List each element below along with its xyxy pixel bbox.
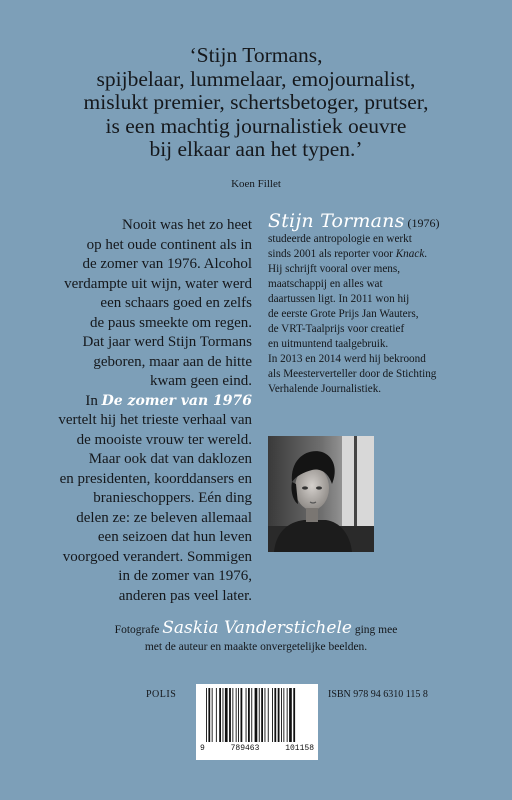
- barcode-bar: [232, 688, 233, 742]
- bio-line: studeerde antropologie en werkt: [268, 233, 412, 245]
- blurb-line: Maar ook dat van daklozen: [88, 451, 252, 467]
- quote-line: bij elkaar aan het typen.’: [149, 137, 363, 161]
- barcode-bar: [225, 688, 228, 742]
- bio-line: Verhalende Journalistiek.: [268, 383, 382, 395]
- barcode-bar: [278, 688, 280, 742]
- blurb-line: anderen pas veel later.: [118, 587, 252, 604]
- author-bio: [268, 210, 478, 397]
- barcode-bar: [289, 688, 292, 742]
- barcode-bar: [219, 688, 221, 742]
- photo-credit: [0, 620, 512, 656]
- blurb-line: in de zomer van 1976,: [118, 568, 252, 584]
- bio-heading: [268, 210, 478, 232]
- bio-line: maatschappij en alles wat: [268, 278, 383, 290]
- publisher-name: POLIS: [146, 689, 177, 700]
- barcode-bar: [216, 688, 217, 742]
- isbn: ISBN 978 94 6310 115 8: [328, 689, 428, 700]
- bio-line-prefix: sinds 2001 als reporter voor: [268, 248, 396, 260]
- bio-line: In 2013 en 2014 werd hij bekroond: [268, 353, 426, 365]
- blurb-line: geboren, maar aan de hitte: [93, 353, 252, 370]
- credit-suffix: ging mee: [351, 624, 398, 636]
- blurb-line: delen ze: ze beleven allemaal: [76, 509, 252, 526]
- barcode-digit-left: 9: [200, 744, 205, 753]
- barcode-bar: [229, 688, 231, 742]
- author-year: (1976): [404, 216, 440, 230]
- blurb-line: Dat jaar werd Stijn Tormans: [82, 334, 252, 350]
- barcode-bar: [248, 688, 250, 742]
- barcode-bar: [293, 688, 295, 742]
- blurb-line: en presidenten, koorddansers en: [59, 470, 252, 487]
- bio-line: Hij schrijft vooral over mens,: [268, 263, 401, 275]
- credit-line-2: met de auteur en maakte onvergetelijke beelden.: [144, 641, 368, 653]
- barcode-bar: [259, 688, 260, 742]
- blurb-line: voorgoed verandert. Sommigen: [62, 548, 252, 565]
- blurb: [56, 216, 252, 606]
- bio-line: daartussen ligt. In 2011 won hij: [268, 293, 410, 305]
- author-photo: [268, 436, 374, 552]
- barcode-digits-mid: 789463: [230, 744, 260, 753]
- barcode-bar: [261, 688, 263, 742]
- blurb-line: een seizoen dat hun leven: [97, 529, 252, 545]
- blurb-line: branieschoppers. Eén ding: [93, 490, 252, 506]
- blurb-line: op het oude continent als in: [86, 236, 252, 253]
- quote: [0, 44, 512, 162]
- author-name: Stijn Tormans: [268, 210, 405, 232]
- blurb-line: kwam geen eind.: [149, 373, 252, 389]
- blurb-line: een schaars goed en zelfs: [100, 295, 252, 311]
- quote-line: spijbelaar, lummelaar, emojournalist,: [96, 66, 416, 91]
- quote-author: Koen Fillet: [231, 178, 281, 190]
- barcode-digits: [200, 744, 314, 753]
- barcode-bar: [208, 688, 210, 742]
- barcode-bar: [251, 688, 252, 742]
- barcode-bars: [204, 688, 310, 744]
- photographer-name: Saskia Vanderstichele: [162, 618, 352, 638]
- quote-line: mislukt premier, schertsbetoger, prutser,: [83, 90, 429, 114]
- barcode-bar: [281, 688, 282, 742]
- bio-line: de eerste Grote Prijs Jan Wauters,: [268, 308, 419, 320]
- blurb-line: de mooiste vrouw ter wereld.: [76, 431, 252, 448]
- barcode-bar: [238, 688, 239, 742]
- bio-line: de VRT-Taalprijs voor creatief: [268, 323, 405, 335]
- credit-prefix: Fotografe: [114, 624, 163, 636]
- barcode-bar: [283, 688, 284, 742]
- barcode-bar: [223, 688, 224, 742]
- magazine-name: Knack: [395, 248, 425, 260]
- blurb-line: de paus smeekte om regen.: [89, 314, 252, 331]
- blurb-title-line: [56, 392, 252, 412]
- barcode-bar: [268, 688, 269, 742]
- barcode-bar: [236, 688, 237, 742]
- blurb-line: de zomer van 1976. Alcohol: [82, 256, 252, 272]
- credit-line: [0, 620, 512, 639]
- barcode-bar: [274, 688, 276, 742]
- blurb-line: Nooit was het zo heet: [122, 217, 252, 233]
- barcode-bar: [241, 688, 243, 742]
- blurb-line: vertelt hij het trieste verhaal van: [58, 412, 252, 428]
- barcode-bar: [212, 688, 213, 742]
- blurb-line: verdampte uit wijn, water werd: [64, 275, 252, 292]
- barcode: [196, 684, 318, 760]
- blurb-title-prefix: In: [85, 392, 102, 409]
- barcode-bar: [206, 688, 207, 742]
- quote-line: is een machtig journalistiek oeuvre: [105, 113, 407, 138]
- quote-line: ‘Stijn Tormans,: [189, 43, 323, 67]
- book-title: De zomer van 1976: [101, 392, 252, 409]
- bio-line: als Meesterverteller door de Stichting: [268, 368, 437, 380]
- barcode-bar: [272, 688, 273, 742]
- barcode-bar: [255, 688, 258, 742]
- barcode-digits-right: 101158: [285, 744, 314, 753]
- bio-line: en uitmuntend taalgebruik.: [268, 338, 389, 350]
- bio-line-suffix: .: [424, 248, 428, 260]
- barcode-bar: [246, 688, 247, 742]
- bio-line: [268, 247, 478, 262]
- barcode-bar: [287, 688, 288, 742]
- barcode-bar: [265, 688, 266, 742]
- author-portrait-image: [268, 436, 374, 552]
